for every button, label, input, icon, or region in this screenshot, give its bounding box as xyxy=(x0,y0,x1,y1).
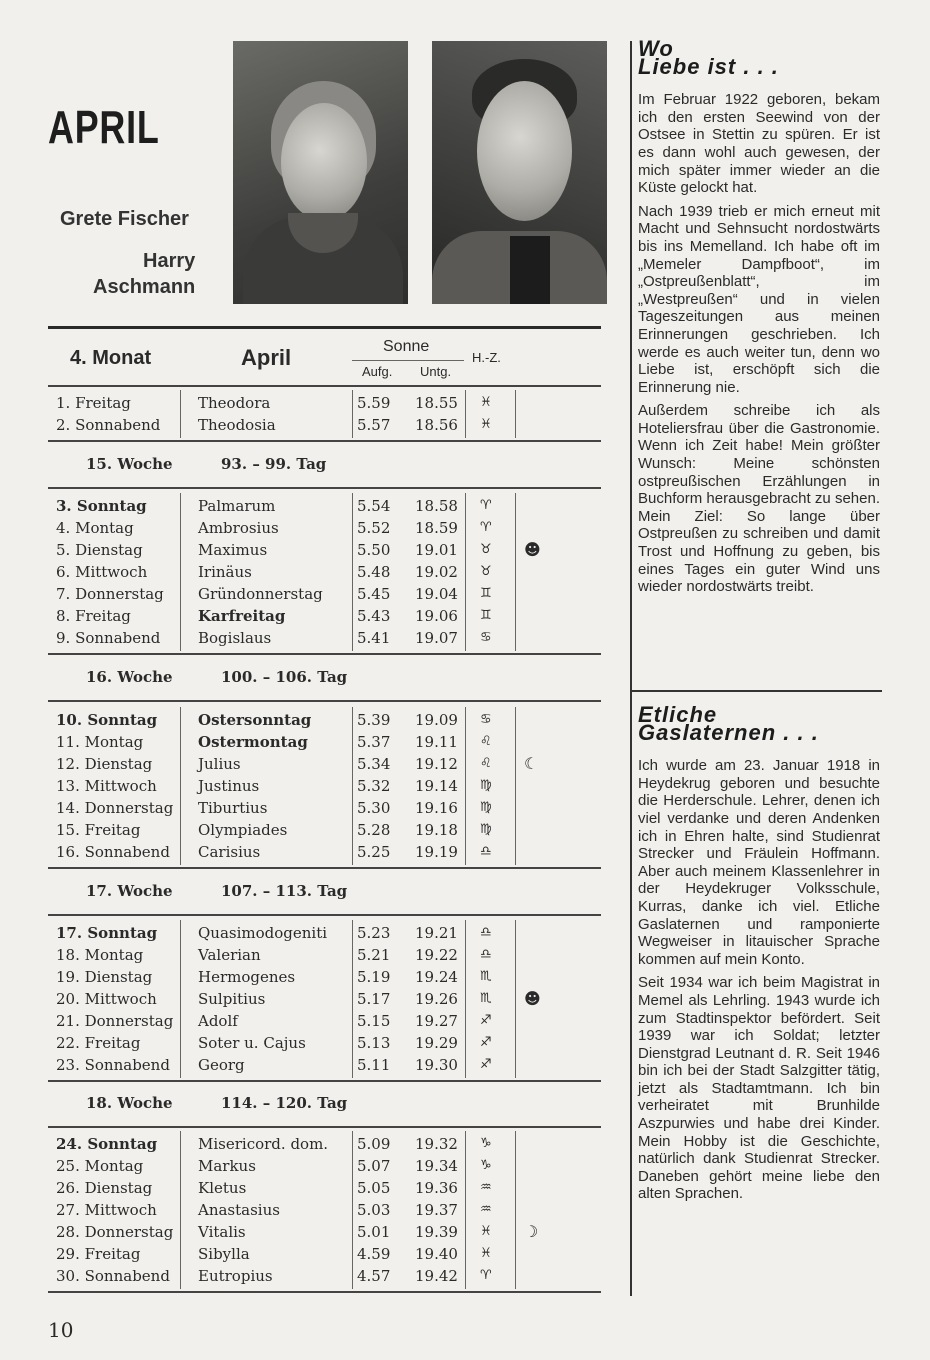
calendar-row xyxy=(48,583,608,605)
sunrise-time: 4.57 xyxy=(357,1267,391,1285)
article2-title-line1: Etliche xyxy=(638,702,718,727)
day-label: 13. Mittwoch xyxy=(56,777,157,795)
day-label: 28. Donnerstag xyxy=(56,1223,174,1241)
calendar-row xyxy=(48,944,608,966)
name-day: Olympiades xyxy=(198,821,288,839)
name-day: Sibylla xyxy=(198,1245,250,1263)
day-label: 11. Montag xyxy=(56,733,144,751)
moon-phase-icon: ☻ xyxy=(524,989,541,1008)
column-rule xyxy=(515,707,516,865)
zodiac-sign-icon: ♋ xyxy=(480,712,492,727)
day-label: 15. Freitag xyxy=(56,821,141,839)
calendar-row xyxy=(48,517,608,539)
day-label: 30. Sonnabend xyxy=(56,1267,170,1285)
sunset-time: 19.24 xyxy=(415,968,458,986)
column-rule xyxy=(180,920,181,1078)
column-rule xyxy=(515,920,516,1078)
article1-paragraph: Nach 1939 trieb er mich erneut mit Macht und Sehnsucht nordostwärts bis ins Memelland. Ich habe oft im „Memeler Dampfboot“, im „Ostpreußenblatt“, im „Westpreußen“ und in vielen Tageszeitungen aus meinen Erinnerungen geschrieben. Ich werde es auch weiter tun, denn wo Liebe ist, erschöpft sich die Erinnerung nie. xyxy=(638,202,880,396)
zodiac-sign-icon: ♎ xyxy=(480,947,492,962)
sunrise-time: 5.59 xyxy=(357,394,391,412)
sunset-time: 19.21 xyxy=(415,924,458,942)
article2-title-line2: Gaslaternen . . . xyxy=(638,719,819,745)
sunset-time: 19.34 xyxy=(415,1157,458,1175)
name-day: Theodosia xyxy=(198,416,276,434)
column-rule xyxy=(180,707,181,865)
name-day: Hermogenes xyxy=(198,968,296,986)
day-label: 21. Donnerstag xyxy=(56,1012,174,1030)
column-rule xyxy=(465,1131,466,1289)
column-rule xyxy=(515,493,516,651)
day-label: 22. Freitag xyxy=(56,1034,141,1052)
day-label: 7. Donnerstag xyxy=(56,585,164,603)
day-label: 24. Sonntag xyxy=(56,1135,158,1153)
sunrise-time: 5.09 xyxy=(357,1135,391,1153)
week-rule xyxy=(48,487,601,489)
day-label: 10. Sonntag xyxy=(56,711,158,729)
column-rule xyxy=(465,390,466,438)
name-day: Theodora xyxy=(198,394,271,412)
article-divider xyxy=(632,690,882,692)
calendar-row xyxy=(48,495,608,517)
day-label: 23. Sonnabend xyxy=(56,1056,170,1074)
article-wo-liebe-ist xyxy=(638,36,880,602)
day-label: 19. Dienstag xyxy=(56,968,153,986)
portrait-photo-man xyxy=(432,41,607,304)
sunrise-time: 5.39 xyxy=(357,711,391,729)
zodiac-sign-icon: ♓ xyxy=(480,1246,492,1261)
sunset-time: 19.29 xyxy=(415,1034,458,1052)
article1-paragraph: Im Februar 1922 geboren, bekam ich den ersten Seewind von der Ostsee in Stettin zu spüren. Er ist es dann wohl auch gewesen, der mich später immer wieder an die Küste gelockt hat. xyxy=(638,91,880,197)
sunset-time: 18.55 xyxy=(415,394,458,412)
sunset-header: Untg. xyxy=(420,364,452,379)
sunrise-time: 5.54 xyxy=(357,497,391,515)
sunrise-time: 5.21 xyxy=(357,946,391,964)
group-rule xyxy=(48,440,601,442)
sunset-time: 19.02 xyxy=(415,563,458,581)
day-label: 2. Sonnabend xyxy=(56,416,161,434)
zodiac-sign-icon: ♊ xyxy=(480,608,492,623)
sunrise-time: 5.03 xyxy=(357,1201,391,1219)
zodiac-sign-icon: ♍ xyxy=(480,800,492,815)
sunrise-time: 5.23 xyxy=(357,924,391,942)
sunrise-time: 5.01 xyxy=(357,1223,391,1241)
article2-paragraph: Seit 1934 war ich beim Magistrat in Memel als Lehrling. 1943 wurde ich zum Stadtinspektor befördert. Seit 1939 war ich Soldat; letzter Dienstgrad Leutnant d. R. Seit 1946 bin ich bei der Stadt Salzgitter tätig, jetzt als Stadtamtmann. Ich bin verheiratet mit Brunhilde Aszpurwies und habe drei Kinder. Mein Hobby ist die Geschichte, natürlich dank Studienrat Strecker. Daneben gehört meine liebe den alten Sprachen. xyxy=(638,974,880,1203)
article-etliche-gaslaternen xyxy=(638,702,880,1209)
zodiac-sign-icon: ♍ xyxy=(480,822,492,837)
week-number: 15. Woche xyxy=(86,455,173,473)
column-rule xyxy=(180,390,181,438)
name-day: Vitalis xyxy=(198,1223,246,1241)
calendar-row xyxy=(48,797,608,819)
column-rule xyxy=(515,390,516,438)
sunrise-time: 5.52 xyxy=(357,519,391,537)
zodiac-sign-icon: ♊ xyxy=(480,586,492,601)
sunset-time: 19.01 xyxy=(415,541,458,559)
sunrise-time: 5.19 xyxy=(357,968,391,986)
sunrise-time: 5.32 xyxy=(357,777,391,795)
calendar-row xyxy=(48,1133,608,1155)
zodiac-sign-icon: ♑ xyxy=(480,1158,492,1173)
sunset-time: 19.39 xyxy=(415,1223,458,1241)
day-label: 6. Mittwoch xyxy=(56,563,148,581)
calendar-row xyxy=(48,731,608,753)
sunrise-time: 5.15 xyxy=(357,1012,391,1030)
month-number: 4. Monat xyxy=(70,347,152,369)
sunrise-header: Aufg. xyxy=(362,364,393,379)
calendar-row xyxy=(48,1243,608,1265)
group-rule xyxy=(48,1291,601,1293)
zodiac-sign-icon: ♎ xyxy=(480,844,492,859)
zodiac-sign-icon: ♉ xyxy=(480,564,492,579)
page-number: 10 xyxy=(48,1318,74,1342)
calendar-row xyxy=(48,709,608,731)
zodiac-sign-icon: ♑ xyxy=(480,1136,492,1151)
week-day-range: 114. – 120. Tag xyxy=(221,1094,348,1112)
sunset-time: 18.58 xyxy=(415,497,458,515)
sunrise-time: 5.37 xyxy=(357,733,391,751)
name-day: Ostermontag xyxy=(198,733,308,751)
calendar-row xyxy=(48,561,608,583)
name-day: Valerian xyxy=(198,946,261,964)
sunrise-time: 5.07 xyxy=(357,1157,391,1175)
zodiac-sign-icon: ♈ xyxy=(480,1268,492,1283)
week-number: 18. Woche xyxy=(86,1094,173,1112)
sunset-time: 19.04 xyxy=(415,585,458,603)
week-number: 17. Woche xyxy=(86,882,173,900)
article1-title-line1: Wo xyxy=(638,36,674,61)
moon-phase-icon: ☾ xyxy=(524,754,539,773)
sunrise-time: 5.45 xyxy=(357,585,391,603)
sunrise-time: 5.50 xyxy=(357,541,391,559)
name-day: Ambrosius xyxy=(198,519,279,537)
zodiac-sign-icon: ♎ xyxy=(480,925,492,940)
sunset-time: 19.37 xyxy=(415,1201,458,1219)
week-rule xyxy=(48,700,601,702)
calendar-row xyxy=(48,753,608,775)
name-day: Eutropius xyxy=(198,1267,273,1285)
group-rule xyxy=(48,1080,601,1082)
sunset-time: 19.42 xyxy=(415,1267,458,1285)
article2-paragraph: Ich wurde am 23. Januar 1918 in Heydekrug geboren und besuchte die Herderschule. Lehrer, denen ich viel verdanke und deren Andenken ich in Ehren halte, sind Studienrat Strecker und Fräulein Hoffmann. Aber auch meinem Klassenlehrer in der Heydekruger Volksschule, Kurras, danke ich viel. Etliche Gaslaternen und ramponierte Wegweiser in litauischer Sprache kommen auf mein Konto. xyxy=(638,757,880,968)
sunrise-time: 5.25 xyxy=(357,843,391,861)
sunrise-time: 5.05 xyxy=(357,1179,391,1197)
day-label: 14. Donnerstag xyxy=(56,799,174,817)
zodiac-sign-icon: ♒ xyxy=(480,1180,492,1195)
sunset-time: 19.36 xyxy=(415,1179,458,1197)
sunrise-time: 5.48 xyxy=(357,563,391,581)
sunset-time: 18.56 xyxy=(415,416,458,434)
person2-last-name: Aschmann xyxy=(93,276,196,298)
zodiac-sign-icon: ♐ xyxy=(480,1057,492,1072)
zodiac-sign-icon: ♌ xyxy=(480,734,492,749)
sunset-time: 19.19 xyxy=(415,843,458,861)
calendar-row xyxy=(48,1155,608,1177)
calendar-row xyxy=(48,539,608,561)
calendar-row xyxy=(48,414,608,436)
week-day-range: 107. – 113. Tag xyxy=(221,882,348,900)
day-label: 3. Sonntag xyxy=(56,497,147,515)
sunrise-time: 5.17 xyxy=(357,990,391,1008)
calendar-row xyxy=(48,392,608,414)
sunset-time: 19.09 xyxy=(415,711,458,729)
article1-paragraph: Außerdem schreibe ich als Hoteliersfrau über die Gastronomie. Wenn ich Zeit habe! Mein größter Wunsch: Meine schönsten ostpreußischen Erzählungen in Buchform herausgebracht zu sehen. Mein Ziel: So lange über Ostpreußen zu schreiben und damit Trost und Hoffnung zu geben, bis eines Tages ein guter Wind uns wieder nordostwärts treibt. xyxy=(638,402,880,596)
sunset-time: 19.18 xyxy=(415,821,458,839)
name-day: Justinus xyxy=(198,777,260,795)
sunset-time: 19.12 xyxy=(415,755,458,773)
sunrise-time: 5.57 xyxy=(357,416,391,434)
column-rule xyxy=(352,707,353,865)
sunset-time: 19.06 xyxy=(415,607,458,625)
name-day: Palmarum xyxy=(198,497,276,515)
calendar-row xyxy=(48,1265,608,1287)
day-label: 18. Montag xyxy=(56,946,144,964)
name-day: Bogislaus xyxy=(198,629,272,647)
zodiac-sign-icon: ♐ xyxy=(480,1013,492,1028)
zodiac-sign-icon: ♋ xyxy=(480,630,492,645)
sunset-time: 19.26 xyxy=(415,990,458,1008)
sun-header: Sonne xyxy=(383,338,430,355)
day-label: 20. Mittwoch xyxy=(56,990,157,1008)
zodiac-sign-icon: ♏ xyxy=(480,991,492,1006)
sunset-time: 19.11 xyxy=(415,733,458,751)
column-rule xyxy=(465,920,466,1078)
name-day: Kletus xyxy=(198,1179,247,1197)
zodiac-sign-icon: ♓ xyxy=(480,1224,492,1239)
calendar-row xyxy=(48,1054,608,1076)
week-rule xyxy=(48,1126,601,1128)
table-top-rule xyxy=(48,326,601,329)
column-separator xyxy=(630,41,632,1296)
calendar-row xyxy=(48,775,608,797)
name-day: Anastasius xyxy=(198,1201,280,1219)
day-label: 4. Montag xyxy=(56,519,134,537)
sunset-time: 19.16 xyxy=(415,799,458,817)
name-day: Karfreitag xyxy=(198,607,286,625)
zodiac-sign-icon: ♓ xyxy=(480,417,492,432)
sunset-time: 19.14 xyxy=(415,777,458,795)
month-name: April xyxy=(241,345,292,370)
zodiac-sign-icon: ♈ xyxy=(480,498,492,513)
name-day: Sulpitius xyxy=(198,990,266,1008)
sunrise-time: 5.13 xyxy=(357,1034,391,1052)
sunset-time: 19.30 xyxy=(415,1056,458,1074)
name-day: Gründonnerstag xyxy=(198,585,323,603)
sunset-time: 18.59 xyxy=(415,519,458,537)
sunset-time: 19.27 xyxy=(415,1012,458,1030)
zodiac-sign-icon: ♉ xyxy=(480,542,492,557)
day-label: 16. Sonnabend xyxy=(56,843,170,861)
calendar-row xyxy=(48,627,608,649)
calendar-row xyxy=(48,1221,608,1243)
name-day: Carisius xyxy=(198,843,261,861)
group-rule xyxy=(48,867,601,869)
moon-phase-icon: ☽ xyxy=(524,1222,539,1241)
name-day: Ostersonntag xyxy=(198,711,312,729)
month-title: APRIL xyxy=(48,101,160,153)
sunrise-time: 5.28 xyxy=(357,821,391,839)
calendar-row xyxy=(48,1177,608,1199)
zodiac-sign-icon: ♐ xyxy=(480,1035,492,1050)
table-header-rule xyxy=(48,385,601,387)
name-day: Julius xyxy=(198,755,241,773)
week-rule xyxy=(48,914,601,916)
column-rule xyxy=(352,390,353,438)
zodiac-sign-icon: ♌ xyxy=(480,756,492,771)
calendar-row xyxy=(48,1032,608,1054)
column-rule xyxy=(352,920,353,1078)
week-number: 16. Woche xyxy=(86,668,173,686)
sunrise-time: 4.59 xyxy=(357,1245,391,1263)
group-rule xyxy=(48,653,601,655)
calendar-row xyxy=(48,966,608,988)
zodiac-sign-icon: ♏ xyxy=(480,969,492,984)
day-label: 8. Freitag xyxy=(56,607,131,625)
name-day: Soter u. Cajus xyxy=(198,1034,306,1052)
sunrise-time: 5.41 xyxy=(357,629,391,647)
name-day: Markus xyxy=(198,1157,256,1175)
sunset-time: 19.40 xyxy=(415,1245,458,1263)
zodiac-sign-icon: ♍ xyxy=(480,778,492,793)
calendar-row xyxy=(48,1199,608,1221)
column-rule xyxy=(180,493,181,651)
portrait-photo-woman xyxy=(233,41,408,304)
day-label: 25. Montag xyxy=(56,1157,144,1175)
sunrise-time: 5.34 xyxy=(357,755,391,773)
name-day: Misericord. dom. xyxy=(198,1135,329,1153)
zodiac-header: H.-Z. xyxy=(472,350,501,365)
sunrise-time: 5.30 xyxy=(357,799,391,817)
name-day: Quasimodogeniti xyxy=(198,924,328,942)
article1-title-line2: Liebe ist . . . xyxy=(638,53,779,79)
calendar-row xyxy=(48,922,608,944)
day-label: 29. Freitag xyxy=(56,1245,141,1263)
sun-header-rule xyxy=(352,360,464,361)
day-label: 26. Dienstag xyxy=(56,1179,153,1197)
moon-phase-icon: ☻ xyxy=(524,540,541,559)
column-rule xyxy=(465,493,466,651)
person1-name: Grete Fischer xyxy=(60,208,189,230)
day-label: 12. Dienstag xyxy=(56,755,153,773)
name-day: Tiburtius xyxy=(198,799,268,817)
sunrise-time: 5.11 xyxy=(357,1056,391,1074)
calendar-row xyxy=(48,841,608,863)
day-label: 5. Dienstag xyxy=(56,541,143,559)
calendar-row xyxy=(48,605,608,627)
calendar-row xyxy=(48,1010,608,1032)
column-rule xyxy=(465,707,466,865)
zodiac-sign-icon: ♈ xyxy=(480,520,492,535)
name-day: Maximus xyxy=(198,541,268,559)
day-label: 9. Sonnabend xyxy=(56,629,161,647)
sunset-time: 19.07 xyxy=(415,629,458,647)
calendar-row xyxy=(48,988,608,1010)
person2-first-name: Harry xyxy=(143,250,196,272)
day-label: 27. Mittwoch xyxy=(56,1201,157,1219)
zodiac-sign-icon: ♓ xyxy=(480,395,492,410)
sunrise-time: 5.43 xyxy=(357,607,391,625)
name-day: Adolf xyxy=(198,1012,238,1030)
column-rule xyxy=(180,1131,181,1289)
week-day-range: 93. – 99. Tag xyxy=(221,455,327,473)
sunset-time: 19.32 xyxy=(415,1135,458,1153)
zodiac-sign-icon: ♒ xyxy=(480,1202,492,1217)
week-day-range: 100. – 106. Tag xyxy=(221,668,348,686)
column-rule xyxy=(352,1131,353,1289)
day-label: 17. Sonntag xyxy=(56,924,158,942)
name-day: Irinäus xyxy=(198,563,252,581)
sunset-time: 19.22 xyxy=(415,946,458,964)
calendar-row xyxy=(48,819,608,841)
day-label: 1. Freitag xyxy=(56,394,131,412)
column-rule xyxy=(515,1131,516,1289)
column-rule xyxy=(352,493,353,651)
name-day: Georg xyxy=(198,1056,245,1074)
